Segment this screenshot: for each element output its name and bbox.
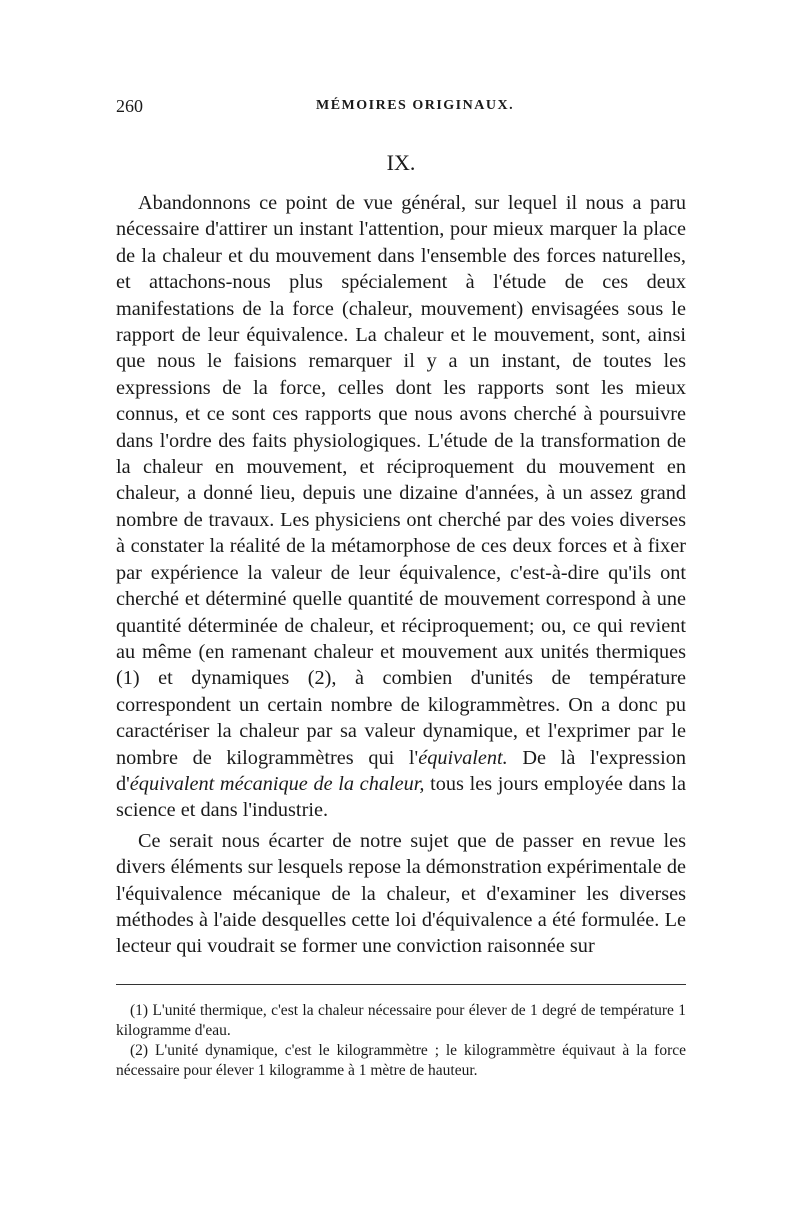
page-number: 260 [116, 96, 143, 116]
footnotes [116, 1001, 686, 1081]
paragraph-1-text-c: De là l'expression d' [116, 746, 686, 795]
running-title: MÉMOIRES ORIGINAUX. [316, 98, 515, 113]
book-page [116, 92, 686, 1081]
footnote-1: (1) L'unité thermique, c'est la chaleur nécessaire pour élever de 1 degré de température 1 kilogramme d'eau. [116, 1001, 686, 1039]
paragraph-2: Ce serait nous écarter de notre sujet que de passer en revue les divers éléments sur lesquels repose la démonstration expérimentale de l'équivalence mécanique de la chaleur, et d'examiner les diverses méthodes à l'aide desquelles cette loi d'équivalence a été formulée. Le lecteur qui voudrait se former une conviction raisonnée sur [116, 829, 686, 958]
paragraph-1-italic-equivalent: équivalent. [418, 746, 508, 769]
section-number: IX. [386, 150, 416, 175]
paragraph-1-italic-mechanical-equivalent: équivalent mécanique de la chaleur, [129, 772, 425, 795]
paragraph-1-text-a: Abandonnons ce point de vue général, sur lequel il nous a paru nécessaire d'attirer un instant l'attention, pour mieux marquer la place de la chaleur et du mouvement dans l'ensemble des forces naturelles, et attachons-nous plus spécialement à l'étude de ces deux manifestations de la force (chaleur, mouvement) envisagées sous le rapport de leur équivalence. La chaleur et le mouvement, sont, ainsi que nous le faisions remarquer il y a un instant, de toutes les expressions de la force, celles dont les rapports sont les mieux connus, et ce sont ces rapports que nous avons cherché à poursuivre dans l'ordre des faits physiologiques. L'étude de la transformation de la chaleur en mouvement, et réciproquement du mouvement en chaleur, a donné lieu, depuis une dizaine d'années, à un assez grand nombre de travaux. Les physiciens ont cherché par des voies diverses à constater la réalité de la métamorphose de ces deux forces et à fixer par expérience la valeur de leur équivalence, c'est-à-dire qu'ils ont cherché et déterminé quelle quantité de mouvement correspond à une quantité déterminée de chaleur, et réciproquement; ou, ce qui revient au même (en ramenant chaleur et mouvement aux unités thermiques (1) et dynamiques (2), à combien d'unités de température correspondent un certain nombre de kilogrammètres. On a donc pu caractériser la chaleur par sa valeur dynamique, et l'exprimer par le nombre de kilogrammètres qui l' [116, 192, 686, 769]
body-text [116, 190, 686, 960]
running-head [116, 92, 686, 122]
paragraph-1-text-e: tous les jours employée dans la science et dans l'industrie. [116, 772, 686, 822]
footnote-rule [116, 984, 686, 985]
paragraph-1 [116, 190, 686, 824]
footnote-2: (2) L'unité dynamique, c'est le kilogrammètre ; le kilogrammètre équivaut à la force nécessaire pour élever 1 kilogramme à 1 mètre de hauteur. [116, 1041, 686, 1079]
